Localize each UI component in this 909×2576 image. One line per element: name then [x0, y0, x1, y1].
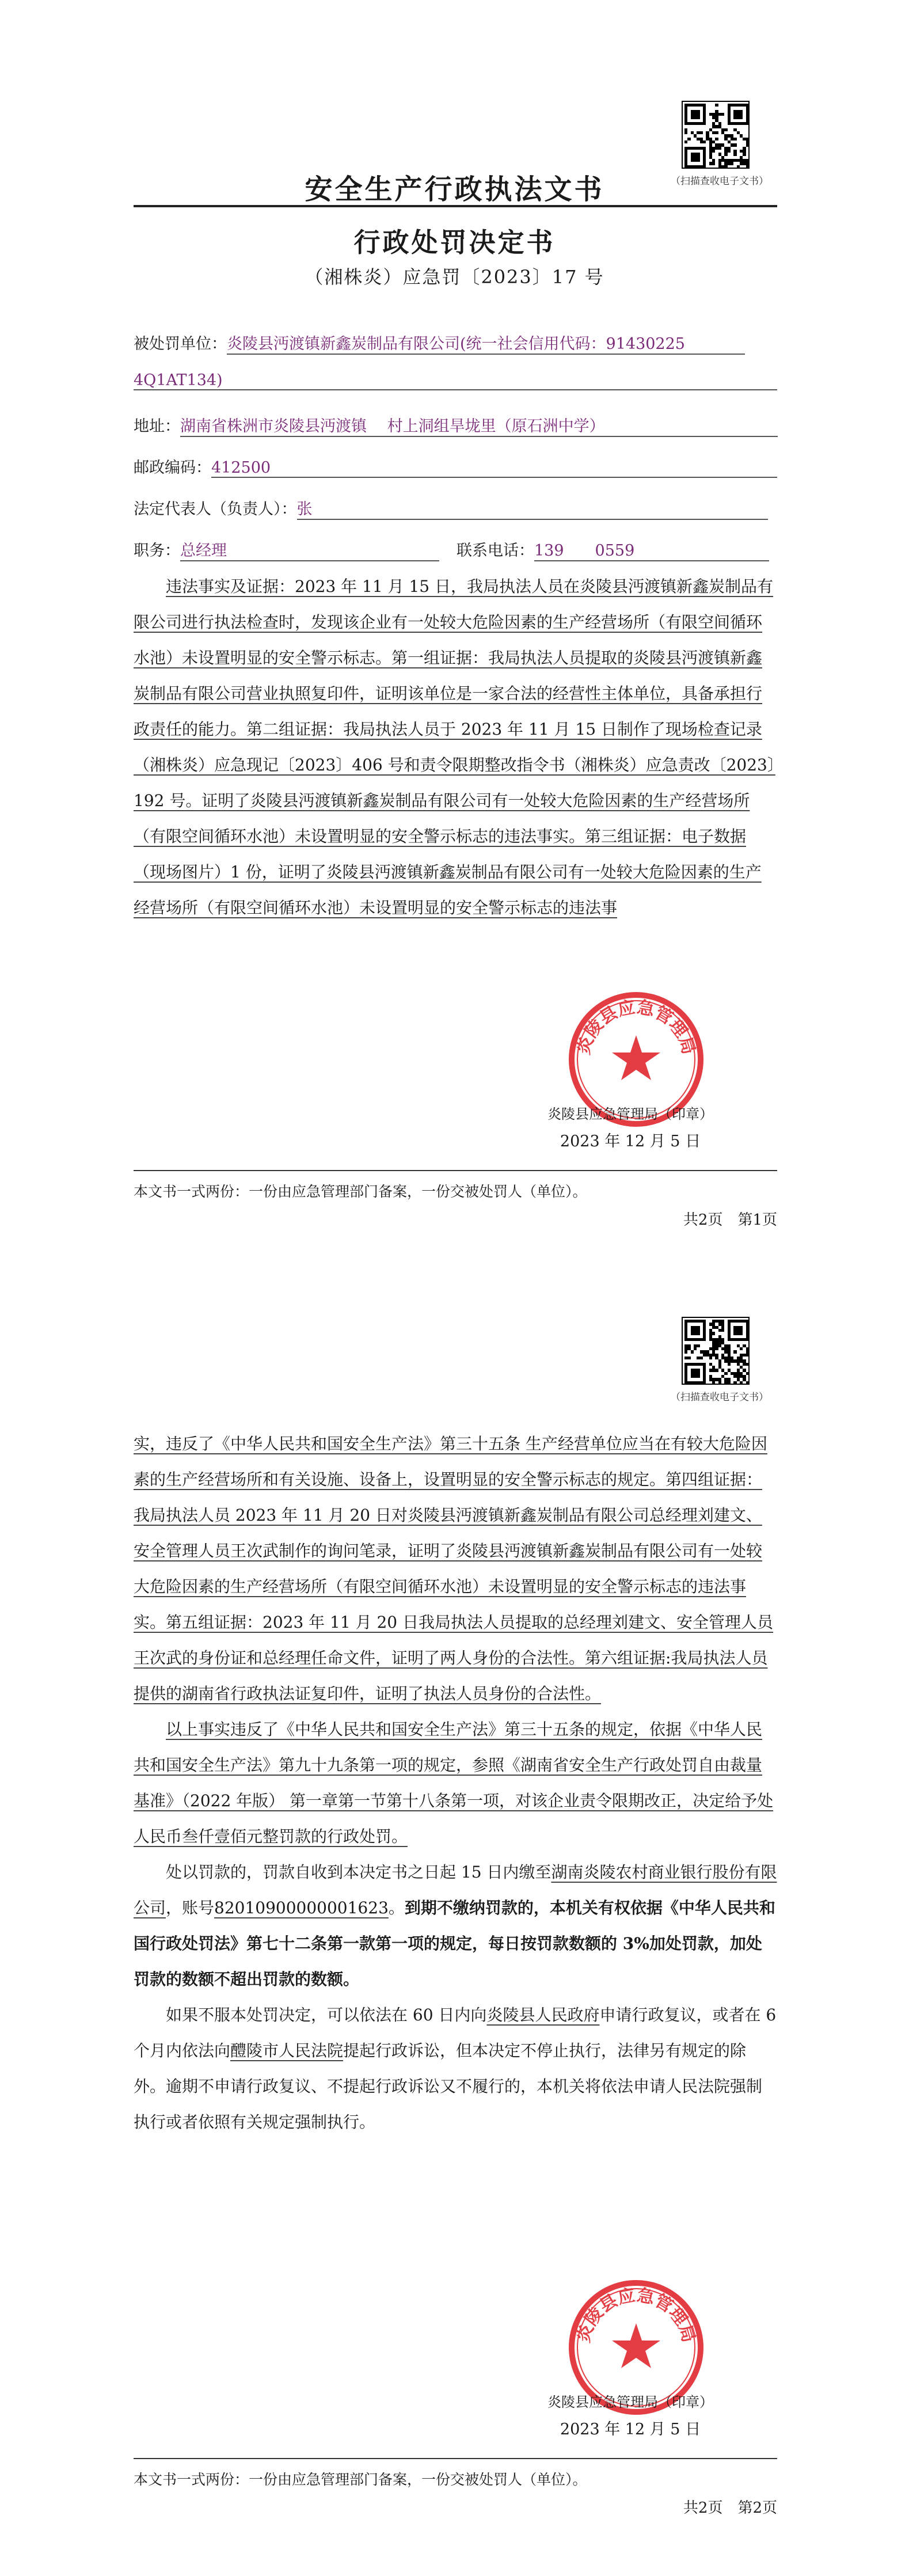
issue-date: 2023 年 12 月 5 日 — [560, 1133, 701, 1150]
footer-divider — [134, 2458, 777, 2459]
legal-rep-label: 法定代表人（负责人）： — [134, 500, 297, 518]
party-value-cont: 4Q1AT134) — [134, 371, 777, 390]
qr-code[interactable] — [682, 101, 750, 169]
appeal-text-b: 申请行政复议，或者在 6 个月内依法向 — [134, 2005, 777, 2060]
payment-bank: 湖南炎陵农村商业银行股份有限公司 — [134, 1863, 777, 1917]
qr-caption: （扫描查收电子文书） — [671, 1392, 769, 1403]
document-title: 安全生产行政执法文书 — [305, 173, 604, 206]
late-penalty-text: 到期不缴纳罚款的，本机关有权依据《中华人民共和国行政处罚法》第七十二条第一款第一项的规定，每日按罚款数额的 3%加处罚款，加处罚款的数额不超出罚款的数额。 — [134, 1898, 775, 1989]
document-subtitle: 行政处罚决定书 — [353, 227, 556, 258]
position-value: 总经理 — [180, 538, 439, 561]
title-divider — [134, 205, 777, 207]
page-indicator: 共2页 第2页 — [683, 2499, 777, 2517]
party-field — [134, 331, 745, 355]
payment-account: 82010900000001623 — [214, 1898, 389, 1917]
legal-rep-field — [134, 496, 768, 520]
address-label: 地址： — [134, 417, 180, 435]
party-label: 被处罚单位： — [134, 335, 227, 353]
appeal-paragraph — [134, 1997, 777, 2140]
issuer-name: 炎陵县应急管理局（印章） — [547, 1106, 713, 1122]
party-value: 炎陵县沔渡镇新鑫炭制品有限公司(统一社会信用代码：91430225 — [227, 331, 745, 355]
payment-text-c: 。 — [388, 1898, 405, 1917]
footer-divider — [134, 1170, 777, 1171]
facts-section — [134, 569, 777, 926]
footer-note: 本文书一式两份：一份由应急管理部门备案，一份交被处罚人（单位）。 — [134, 1183, 587, 1200]
law-basis-paragraph: 以上事实违反了《中华人民共和国安全生产法》第三十五条的规定，依据《中华人民共和国安全生产法》第九十九条第一项的规定，参照《湖南省安全生产行政处罚自由裁量基准》（2022 年版） 第一章第一节第十八条第一项，对该企业责令限期改正，决定给予处人民币叁仟壹佰元整罚款的行政处罚。 — [134, 1720, 774, 1846]
address-value: 湖南省株洲市炎陵县沔渡镇 村上洞组旱垅里（原石洲中学） — [180, 413, 778, 437]
issue-date: 2023 年 12 月 5 日 — [560, 2421, 701, 2438]
appeal-text-c: 提起行政诉讼，但本决定不停止执行，法律另有规定的除外。逾期不申请行政复议、不提起行政诉讼又不履行的，本机关将依法申请人民法院强制执行或者依照有关规定强制执行。 — [134, 2041, 763, 2132]
stamp-text: 炎陵县应急管理局 — [573, 997, 699, 1057]
address-field — [134, 413, 778, 437]
facts-continued-section — [134, 1426, 777, 2140]
payment-text: 处以罚款的，罚款自收到本决定书之日起 15 日内缴至 — [166, 1863, 552, 1882]
payment-text-b: ，账号 — [166, 1898, 215, 1917]
position-label: 职务： — [134, 542, 180, 560]
appeal-government: 炎陵县人民政府 — [486, 2005, 600, 2024]
appeal-text-a: 如果不服本处罚决定，可以依法在 60 日内向 — [166, 2005, 487, 2024]
phone-value: 139 0559 — [534, 538, 769, 561]
postcode-label: 邮政编码： — [134, 459, 211, 477]
position-field — [134, 538, 769, 561]
page-2 — [0, 1288, 909, 2576]
page-indicator: 共2页 第1页 — [683, 1211, 777, 1229]
postcode-field — [134, 455, 777, 478]
document-number: （湘株炎）应急罚〔2023〕17 号 — [305, 266, 604, 288]
qr-code[interactable] — [682, 1317, 750, 1385]
stamp-text: 炎陵县应急管理局 — [573, 2285, 699, 2345]
issuer-name: 炎陵县应急管理局（印章） — [547, 2394, 713, 2410]
postcode-value: 412500 — [211, 459, 777, 478]
legal-rep-value: 张 — [297, 496, 768, 520]
facts-paragraph: 违法事实及证据：2023 年 11 月 15 日，我局执法人员在炎陵县沔渡镇新鑫炭制品有限公司进行执法检查时，发现该企业有一处较大危险因素的生产经营场所（有限空间循环水池）未设置明显的安全警示标志。第一组证据：我局执法人员提取的炎陵县沔渡镇新鑫炭制品有限公司营业执照复印件，证明该单位是一家合法的经营性主体单位，具备承担行政责任的能力。第二组证据：我局执法人员于 2023 年 11 月 15 日制作了现场检查记录（湘株炎）应急现记〔2023〕406 号和责令限期整改指令书（湘株炎）应急责改〔2023〕192 号。证明了炎陵县沔渡镇新鑫炭制品有限公司有一处较大危险因素的生产经营场所（有限空间循环水池）未设置明显的安全警示标志的违法事实。第三组证据：电子数据（现场图片）1 份，证明了炎陵县沔渡镇新鑫炭制品有限公司有一处较大危险因素的生产经营场所（有限空间循环水池）未设置明显的安全警示标志的违法事 — [134, 577, 775, 917]
phone-label: 联系电话： — [457, 542, 534, 560]
appeal-court: 醴陵市人民法院 — [230, 2041, 344, 2060]
party-field-cont — [134, 371, 777, 390]
qr-caption: （扫描查收电子文书） — [671, 176, 769, 187]
footer-note: 本文书一式两份：一份由应急管理部门备案，一份交被处罚人（单位）。 — [134, 2471, 587, 2488]
payment-paragraph — [134, 1855, 777, 1997]
facts-continued-paragraph: 实，违反了《中华人民共和国安全生产法》第三十五条 生产经营单位应当在有较大危险因素的生产经营场所和有关设施、设备上，设置明显的安全警示标志的规定。第四组证据：我局执法人员 2023 年 11 月 20 日对炎陵县沔渡镇新鑫炭制品有限公司总经理刘建文、安全管理人员王次武制作的询问笔录，证明了炎陵县沔渡镇新鑫炭制品有限公司有一处较大危险因素的生产经营场所（有限空间循环水池）未设置明显的安全警示标志的违法事实。第五组证据：2023 年 11 月 20 日我局执法人员提取的总经理刘建文、安全管理人员王次武的身份证和总经理任命文件，证明了两人身份的合法性。第六组证据:我局执法人员提供的湖南省行政执法证复印件，证明了执法人员身份的合法性。 — [134, 1434, 774, 1703]
